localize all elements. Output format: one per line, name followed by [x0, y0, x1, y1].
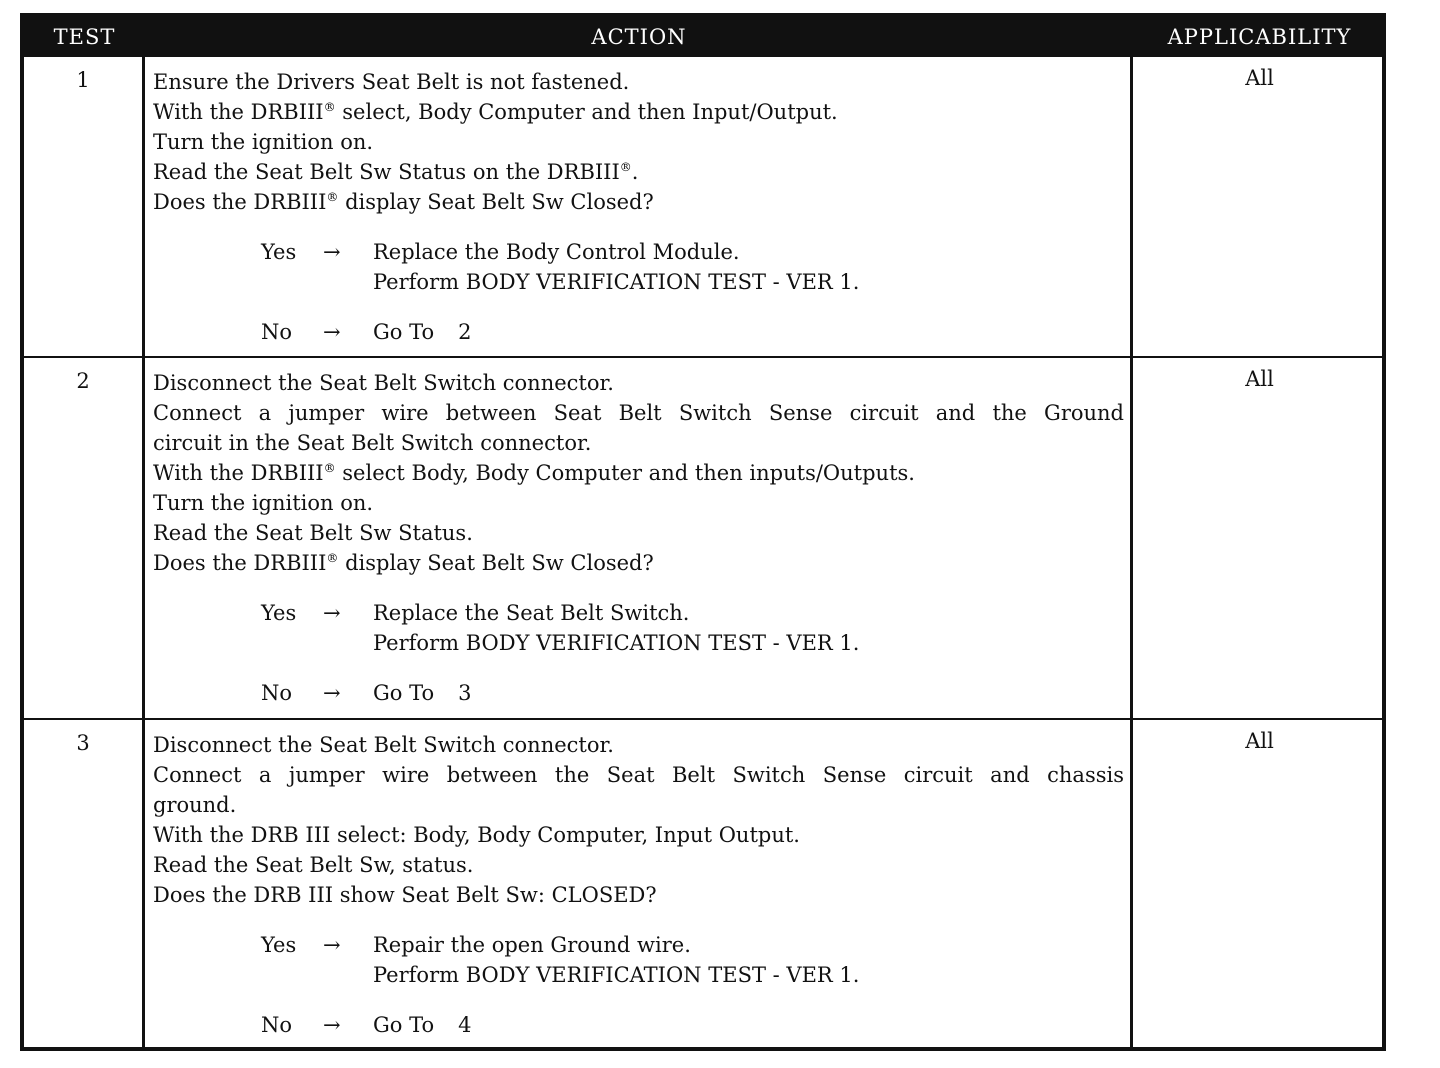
action-line: Does the DRB III show Seat Belt Sw: CLOSED?: [153, 883, 657, 907]
yes-action-line: Perform BODY VERIFICATION TEST - VER 1.: [373, 631, 860, 655]
table-row: [24, 718, 1382, 1047]
yes-action-line: Replace the Seat Belt Switch.: [373, 601, 690, 625]
applicability-value: All: [1245, 367, 1274, 391]
action-cell: [145, 720, 1133, 1047]
action-line: With the DRBIII® select Body, Body Computer and then inputs/Outputs.: [153, 461, 915, 485]
header-action: ACTION: [591, 25, 687, 49]
action-line: With the DRB III select: Body, Body Computer, Input Output.: [153, 823, 800, 847]
action-line: Connect a jumper wire between Seat Belt Switch Sense circuit and the Ground: [153, 401, 1124, 425]
no-answer: [261, 1010, 1124, 1040]
table-row: [24, 57, 1382, 356]
action-line: Disconnect the Seat Belt Switch connector.: [153, 371, 614, 395]
go-to-number: 4: [458, 1013, 472, 1037]
arrow-right-icon: →: [323, 681, 341, 705]
go-to-number: 2: [458, 320, 472, 344]
action-line: Does the DRBIII® display Seat Belt Sw Closed?: [153, 551, 654, 575]
test-number: 1: [24, 57, 145, 356]
table-header: [24, 17, 1382, 57]
arrow-right-icon: →: [323, 933, 341, 957]
action-cell: [145, 358, 1133, 718]
diagnostic-test-table: [20, 13, 1386, 1051]
registered-mark: ®: [326, 551, 339, 565]
go-to-link[interactable]: [373, 1010, 472, 1040]
action-line: Read the Seat Belt Sw Status on the DRBIII®.: [153, 160, 639, 184]
arrow-right-icon: →: [323, 320, 341, 344]
registered-mark: ®: [619, 160, 632, 174]
go-to-label: Go To: [373, 320, 435, 344]
applicability-value: All: [1245, 729, 1274, 753]
header-applicability: APPLICABILITY: [1167, 25, 1352, 49]
table-row: [24, 356, 1382, 718]
answers: [261, 930, 1124, 1040]
arrow-right-icon: →: [323, 240, 341, 264]
test-number: 3: [24, 720, 145, 1047]
no-label: No: [261, 681, 293, 705]
go-to-number: 3: [458, 681, 472, 705]
action-cell: [145, 57, 1133, 356]
go-to-link[interactable]: [373, 317, 472, 347]
arrow-right-icon: →: [323, 1013, 341, 1037]
no-label: No: [261, 320, 293, 344]
no-answer: [261, 678, 1124, 708]
no-answer: [261, 317, 1124, 347]
action-line: Read the Seat Belt Sw Status.: [153, 521, 473, 545]
answers: [261, 237, 1124, 347]
action-line: Turn the ignition on.: [153, 130, 374, 154]
registered-mark: ®: [323, 461, 336, 475]
applicability-value: All: [1245, 66, 1274, 90]
action-line: With the DRBIII® select, Body Computer and then Input/Output.: [153, 100, 838, 124]
yes-answer: [261, 598, 1124, 658]
action-line: circuit in the Seat Belt Switch connector.: [153, 431, 592, 455]
registered-mark: ®: [326, 190, 339, 204]
action-line: Ensure the Drivers Seat Belt is not fastened.: [153, 70, 630, 94]
yes-label: Yes: [261, 601, 297, 625]
action-line: ground.: [153, 793, 237, 817]
test-number: 2: [24, 358, 145, 718]
yes-label: Yes: [261, 240, 297, 264]
no-label: No: [261, 1013, 293, 1037]
yes-label: Yes: [261, 933, 297, 957]
action-line: Connect a jumper wire between the Seat Belt Switch Sense circuit and chassis: [153, 763, 1124, 787]
yes-action-line: Repair the open Ground wire.: [373, 933, 691, 957]
yes-action-line: Replace the Body Control Module.: [373, 240, 740, 264]
yes-action-line: Perform BODY VERIFICATION TEST - VER 1.: [373, 963, 860, 987]
answers: [261, 598, 1124, 708]
registered-mark: ®: [323, 100, 336, 114]
go-to-link[interactable]: [373, 678, 472, 708]
go-to-label: Go To: [373, 681, 435, 705]
action-line: Turn the ignition on.: [153, 491, 374, 515]
action-line: Read the Seat Belt Sw, status.: [153, 853, 474, 877]
go-to-label: Go To: [373, 1013, 435, 1037]
header-test: TEST: [53, 25, 116, 49]
action-line: Does the DRBIII® display Seat Belt Sw Closed?: [153, 190, 654, 214]
yes-answer: [261, 237, 1124, 297]
arrow-right-icon: →: [323, 601, 341, 625]
action-line: Disconnect the Seat Belt Switch connector.: [153, 733, 614, 757]
yes-answer: [261, 930, 1124, 990]
yes-action-line: Perform BODY VERIFICATION TEST - VER 1.: [373, 270, 860, 294]
